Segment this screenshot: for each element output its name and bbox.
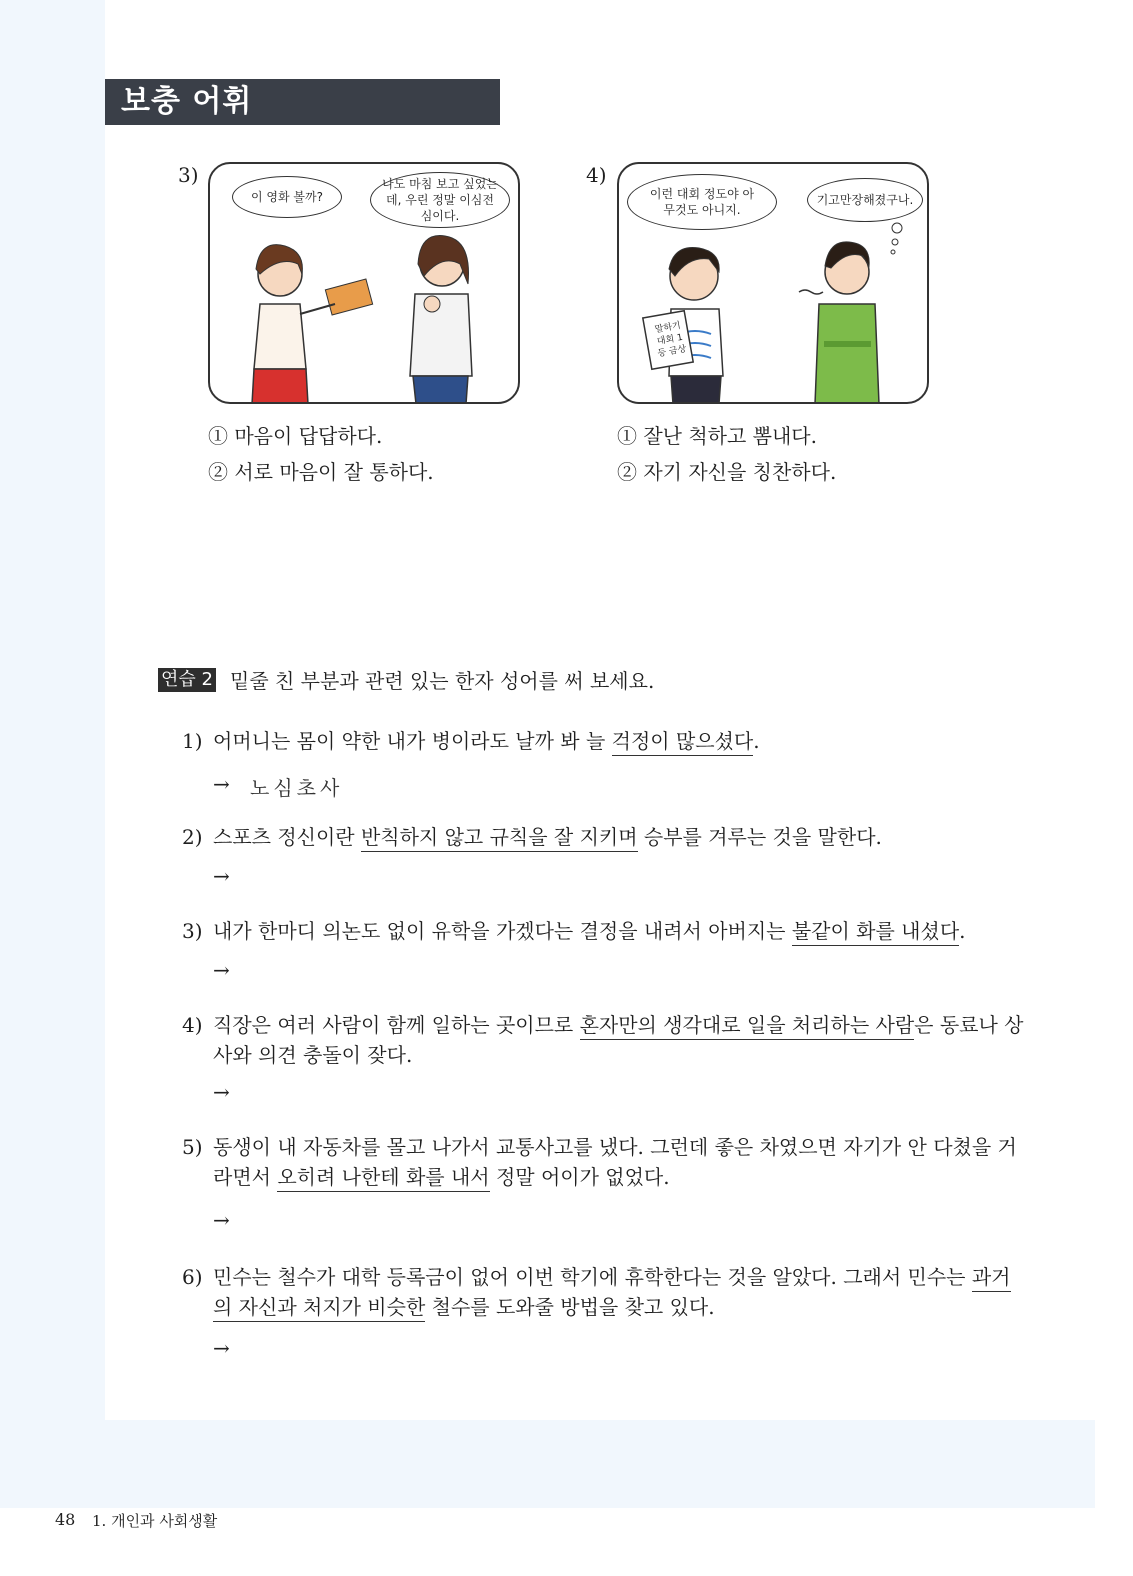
question-5-text: 동생이 내 자동차를 몰고 나가서 교통사고를 냈다. 그런데 좋은 차였으면 자기가 안 다쳤을 거라면서 오히려 나한테 화를 내서 정말 어이가 없었다. (213, 1132, 1028, 1192)
question-1-underline: 걱정이 많으셨다 (612, 729, 754, 756)
chapter-title: 1. 개인과 사회생활 (92, 1512, 218, 1530)
speech-bubble-4b: 기고만장해졌구나. (807, 178, 923, 222)
question-2-text: 스포츠 정신이란 반칙하지 않고 규칙을 잘 지키며 승부를 겨루는 것을 말한다. (213, 822, 1028, 852)
question-6-arrow: → (213, 1336, 230, 1360)
question-2-underline: 반칙하지 않고 규칙을 잘 지키며 (361, 825, 638, 852)
panel-3-number: 3) (178, 163, 199, 187)
question-1-answer[interactable]: 노심초사 (250, 776, 344, 800)
question-3-arrow: → (213, 958, 230, 982)
question-3-underline: 불같이 화를 내셨다 (792, 919, 959, 946)
panel-4-option-2: ② 자기 자신을 칭찬하다. (617, 460, 837, 484)
question-1-number: 1) (182, 729, 203, 753)
question-5-underline: 오히려 나한테 화를 내서 (277, 1165, 489, 1192)
question-4-underline: 혼자만의 생각대로 일을 처리하는 사람 (580, 1013, 915, 1040)
comic-panel-3 (208, 162, 520, 404)
question-5-number: 5) (182, 1135, 203, 1159)
section-title: 보충 어휘 (105, 79, 500, 125)
question-6-text: 민수는 철수가 대학 등록금이 없어 이번 학기에 휴학한다는 것을 알았다. 그래서 민수는 과거의 자신과 처지가 비슷한 철수를 도와줄 방법을 찾고 있다. (213, 1262, 1028, 1322)
comic-panel-4 (617, 162, 929, 404)
page-number: 48 (55, 1510, 76, 1529)
question-2-arrow: → (213, 864, 230, 888)
panel-4-option-1: ① 잘난 척하고 뽐내다. (617, 424, 817, 448)
question-2-number: 2) (182, 825, 203, 849)
exercise-label: 연습 2 (158, 668, 216, 692)
question-1-arrow: → (213, 772, 230, 796)
speech-bubble-3b: 나도 마침 보고 싶었는데, 우린 정말 이심전심이다. (370, 172, 510, 228)
page-margin-band (0, 0, 105, 1420)
question-4-number: 4) (182, 1013, 203, 1037)
question-4-arrow: → (213, 1080, 230, 1104)
page-bottom-band (0, 1420, 1095, 1508)
panel-3-option-2: ② 서로 마음이 잘 통하다. (208, 460, 434, 484)
panel-4-number: 4) (586, 163, 607, 187)
speech-bubble-4a: 이런 대회 정도야 아무것도 아니지. (627, 174, 777, 230)
question-6-underline: 과거의 자신과 처지가 비슷한 (213, 1265, 1011, 1322)
question-4-text: 직장은 여러 사람이 함께 일하는 곳이므로 혼자만의 생각대로 일을 처리하는 사람은 동료나 상사와 의견 충돌이 잦다. (213, 1013, 1024, 1067)
question-6-number: 6) (182, 1265, 203, 1289)
speech-bubble-3a: 이 영화 볼까? (232, 176, 342, 218)
award-paper-text: 말하기 대회 1등 금상 (654, 320, 688, 360)
question-1-text: 어머니는 몸이 약한 내가 병이라도 날까 봐 늘 걱정이 많으셨다. (213, 726, 1028, 756)
question-3-text: 내가 한마디 의논도 없이 유학을 가겠다는 결정을 내려서 아버지는 불같이 화를 내셨다. (213, 916, 1028, 946)
panel-3-option-1: ① 마음이 답답하다. (208, 424, 383, 448)
exercise-instruction: 밑줄 친 부분과 관련 있는 한자 성어를 써 보세요. (230, 669, 655, 693)
question-3-number: 3) (182, 919, 203, 943)
question-5-arrow: → (213, 1208, 230, 1232)
